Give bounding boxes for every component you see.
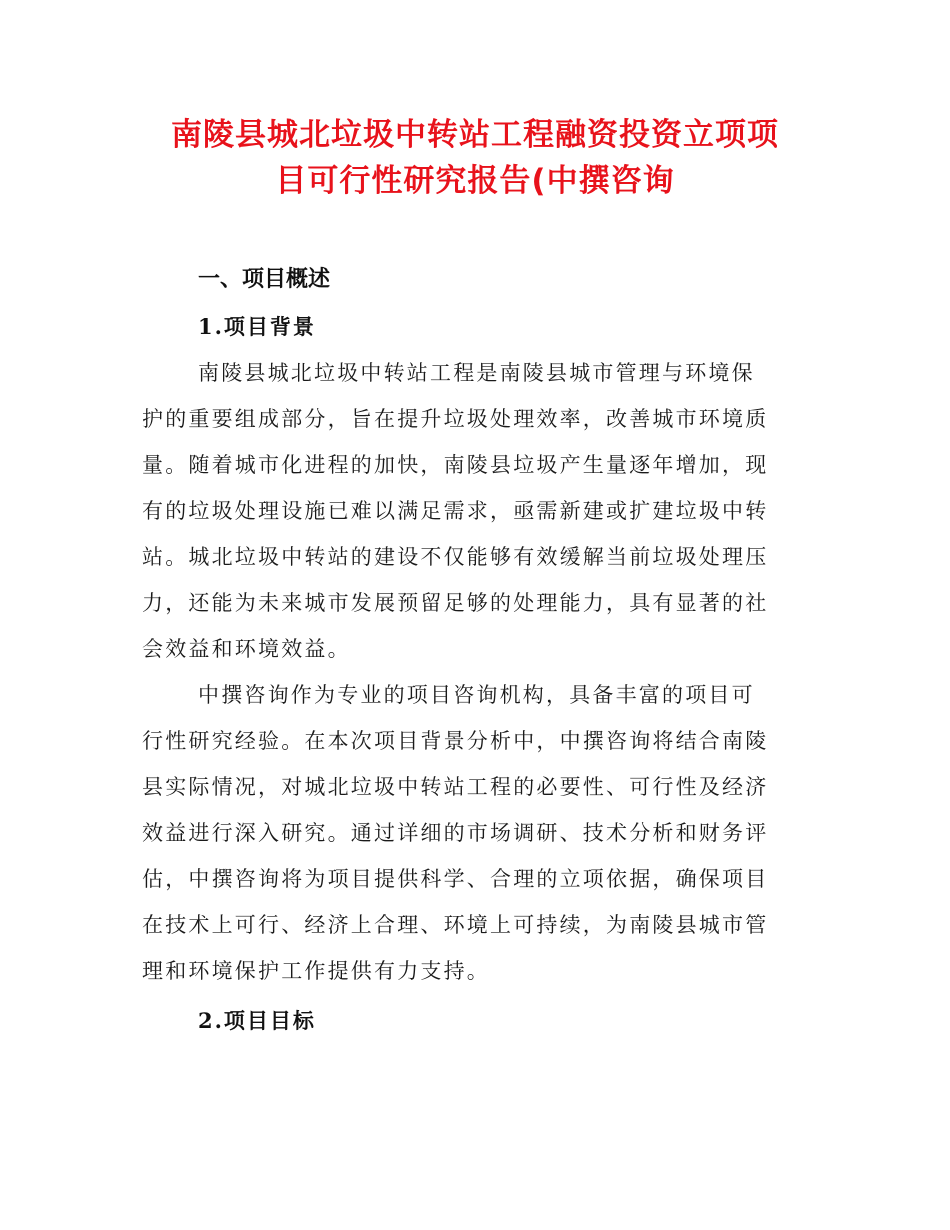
- section-heading-overview: 一、项目概述: [198, 267, 331, 292]
- paragraph-line: 效益进行深入研究。通过详细的市场调研、技术分析和财务评: [142, 821, 769, 845]
- paragraph-line: 站。城北垃圾中转站的建设不仅能够有效缓解当前垃圾处理压: [142, 545, 769, 569]
- paragraph-line: 在技术上可行、经济上合理、环境上可持续，为南陵县城市管: [142, 913, 769, 937]
- paragraph-line: 护的重要组成部分，旨在提升垃圾处理效率，改善城市环境质: [142, 407, 769, 431]
- paragraph-line: 有的垃圾处理设施已难以满足需求，亟需新建或扩建垃圾中转: [142, 499, 769, 523]
- paragraph-background: [142, 350, 812, 672]
- document-title-line-2: 目可行性研究报告(中撰咨询: [275, 163, 675, 199]
- paragraph-line: 量。随着城市化进程的加快，南陵县垃圾产生量逐年增加，现: [142, 453, 769, 477]
- paragraph-line: 县实际情况，对城北垃圾中转站工程的必要性、可行性及经济: [142, 775, 769, 799]
- paragraph-line: 中撰咨询作为专业的项目咨询机构，具备丰富的项目可: [198, 683, 755, 707]
- paragraph-line: 南陵县城北垃圾中转站工程是南陵县城市管理与环境保: [198, 361, 755, 385]
- paragraph-line: 行性研究经验。在本次项目背景分析中，中撰咨询将结合南陵: [142, 729, 769, 753]
- document-title: [120, 112, 830, 204]
- paragraph-line: 力，还能为未来城市发展预留足够的处理能力，具有显著的社: [142, 591, 769, 615]
- paragraph-consulting: [142, 672, 812, 994]
- subheading-project-goals: 2.项目目标: [198, 1008, 316, 1033]
- paragraph-line: 会效益和环境效益。: [142, 637, 351, 661]
- paragraph-line: 理和环境保护工作提供有力支持。: [142, 959, 490, 983]
- subheading-project-background: 1.项目背景: [198, 314, 316, 339]
- document-title-line-1: 南陵县城北垃圾中转站工程融资投资立项项: [171, 117, 779, 153]
- paragraph-line: 估，中撰咨询将为项目提供科学、合理的立项依据，确保项目: [142, 867, 769, 891]
